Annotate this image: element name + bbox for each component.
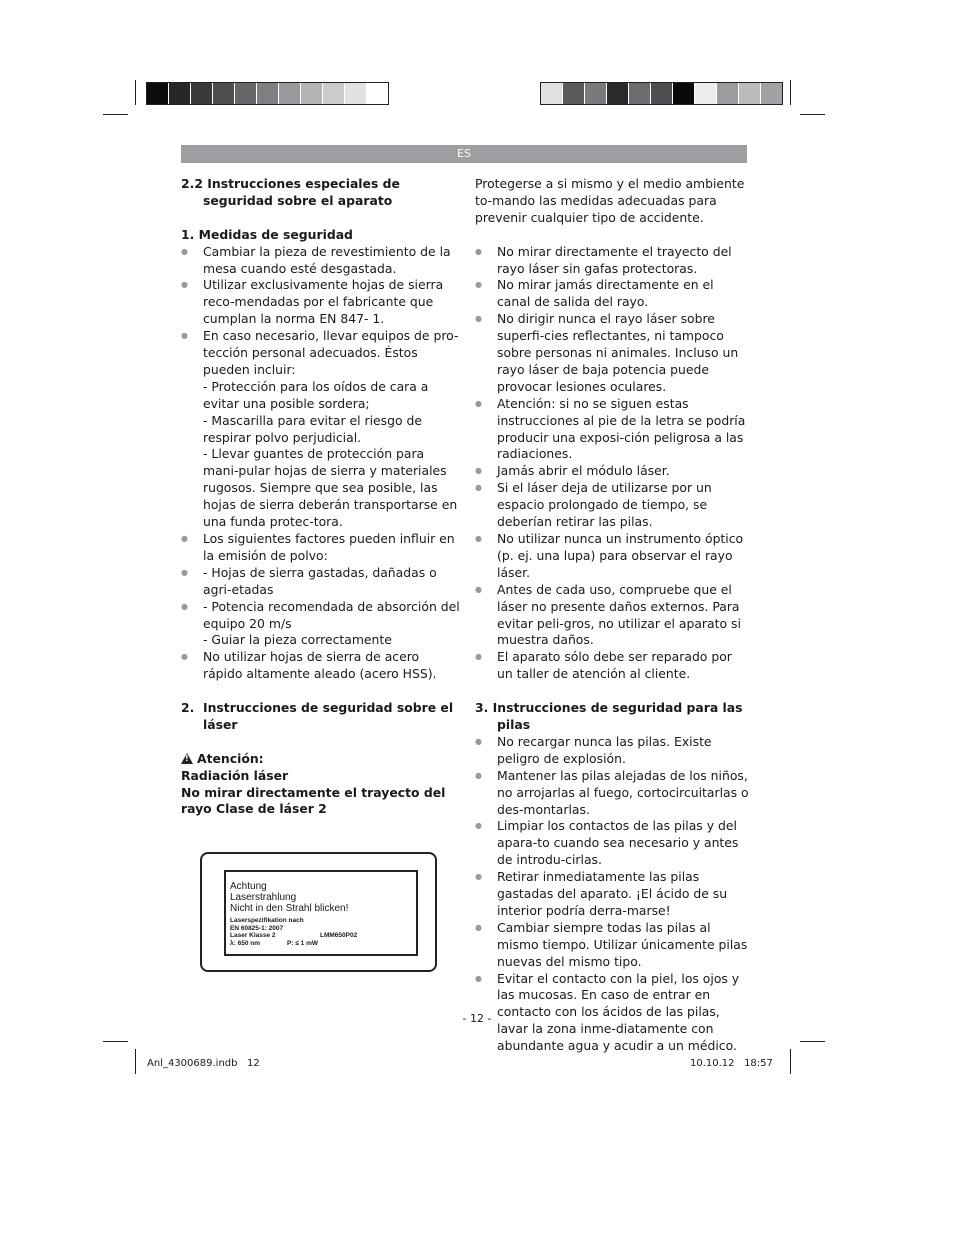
- list-item: ● Cambiar la pieza de revestimiento de la mesa cuando esté desgastada.: [181, 244, 461, 278]
- laser-warning-label: [200, 852, 437, 972]
- color-swatch: [191, 83, 213, 104]
- color-swatch: [279, 83, 301, 104]
- color-swatch: [323, 83, 345, 104]
- color-swatch: [345, 83, 367, 104]
- crop-mark: [103, 114, 128, 115]
- color-calibration-bar-left: [146, 82, 389, 105]
- color-swatch: [301, 83, 323, 104]
- color-swatch: [651, 83, 673, 104]
- list-item: ● No dirigir nunca el rayo láser sobre superfi-cies reflectantes, ni tampoco sobre personas ni animales. Incluso un rayo láser de baja potencia puede provocar lesiones oculares.: [475, 311, 749, 396]
- language-code: ES: [457, 147, 471, 160]
- color-swatch: [147, 83, 169, 104]
- left-column: [181, 176, 461, 818]
- label-spec: Laserspezifikation nach: [230, 917, 304, 924]
- color-swatch: [739, 83, 761, 104]
- measures-heading: 1. Medidas de seguridad: [181, 226, 353, 242]
- attention-line: Radiación láser: [181, 767, 289, 783]
- list-item: ● Si el láser deja de utilizarse por un espacio prolongado de tiempo, se deberían retirar las pilas.: [475, 480, 749, 531]
- attention-line: No mirar directamente el trayecto del rayo Clase de láser 2: [181, 784, 446, 817]
- color-swatch: [629, 83, 651, 104]
- crop-mark: [790, 80, 791, 105]
- list-item: ● Atención: si no se siguen estas instrucciones al pie de la letra se podría producir una exposi-ción peligrosa a las radiaciones.: [475, 396, 749, 464]
- color-swatch: [717, 83, 739, 104]
- color-swatch: [235, 83, 257, 104]
- label-line: Laserstrahlung: [230, 892, 297, 903]
- list-item: ● No utilizar nunca un instrumento óptico (p. ej. una lupa) para observar el rayo láser.: [475, 531, 749, 582]
- list-item: ● No mirar directamente el trayecto del rayo láser sin gafas protectoras.: [475, 244, 749, 278]
- color-swatch: [563, 83, 585, 104]
- crop-mark: [800, 1041, 825, 1042]
- list-subitem: - Protección para los oídos de cara a evitar una posible sordera;: [203, 378, 429, 411]
- color-swatch: [673, 83, 695, 104]
- battery-heading: 3. Instrucciones de seguridad para las pilas: [475, 700, 743, 732]
- label-spec: λ: 650 nm P: ≤ 1 mW: [230, 939, 319, 947]
- list-subitem: - Mascarilla para evitar el riesgo de respirar polvo perjudicial.: [203, 412, 422, 445]
- laser-heading: 2. Instrucciones de seguridad sobre el láser: [181, 700, 454, 732]
- color-calibration-bar-right: [540, 82, 783, 105]
- crop-mark: [135, 1049, 136, 1074]
- list-item: ● - Hojas de sierra gastadas, dañadas o agri-etadas: [181, 565, 461, 599]
- crop-mark: [135, 80, 136, 105]
- language-bar: [181, 145, 747, 163]
- list-item: ● Mantener las pilas alejadas de los niños, no arrojarlas al fuego, cortocircuitarlas o des-montarlas.: [475, 768, 749, 819]
- laser-warning-label-inner: [224, 870, 418, 956]
- label-spec: Laser Klasse 2 LMM650P02: [230, 932, 358, 940]
- crop-mark: [800, 114, 825, 115]
- list-item: ● Limpiar los contactos de las pilas y del apara-to cuando sea necesario y antes de introdu-cirlas.: [475, 818, 749, 869]
- list-item: ● Antes de cada uso, compruebe que el láser no presente daños externos. Para evitar peli-gros, no utilizar el aparato si muestra daños.: [475, 582, 749, 650]
- right-column: [475, 176, 749, 1055]
- list-item: ● Utilizar exclusivamente hojas de sierra reco-mendadas por el fabricante que cumplan la norma EN 847- 1.: [181, 277, 461, 328]
- section-title: 2.2 Instrucciones especiales de seguridad sobre el aparato: [181, 176, 400, 208]
- color-swatch: [213, 83, 235, 104]
- intro-paragraph: Protegerse a si mismo y el medio ambiente to-mando las medidas adecuadas para prevenir cualquier tipo de accidente.: [475, 176, 745, 225]
- timestamp: 10.10.12 18:57: [690, 1058, 773, 1069]
- list-item: ● Evitar el contacto con la piel, los ojos y las mucosas. En caso de entrar en contacto con los ácidos de las pilas, lavar la zona inme-diatamente con abundante agua y acudir a un médico.: [475, 971, 749, 1056]
- crop-mark: [103, 1041, 128, 1042]
- attention-label: !Atención:: [181, 751, 461, 768]
- color-swatch: [761, 83, 782, 104]
- list-item: ● En caso necesario, llevar equipos de pro-tección personal adecuados. Éstos pueden incluir:: [181, 328, 461, 379]
- list-item: ● No utilizar hojas de sierra de acero rápido altamente aleado (acero HSS).: [181, 649, 461, 683]
- list-item: ● Los siguientes factores pueden influir en la emisión de polvo:: [181, 531, 461, 565]
- list-subitem: - Llevar guantes de protección para mani-pular hojas de sierra y materiales rugosos. Siempre que sea posible, las hojas de sierra deberán transportarse en una funda protec-tora.: [203, 446, 458, 530]
- list-item: ● Cambiar siempre todas las pilas al mismo tiempo. Utilizar únicamente pilas nuevas del mismo tipo.: [475, 920, 749, 971]
- file-name: Anl_4300689.indb 12: [147, 1058, 260, 1069]
- color-swatch: [257, 83, 279, 104]
- list-item: ● No mirar jamás directamente en el canal de salida del rayo.: [475, 277, 749, 311]
- label-line: Achtung: [230, 881, 267, 892]
- list-item: ● No recargar nunca las pilas. Existe peligro de explosión.: [475, 734, 749, 768]
- color-swatch: [695, 83, 717, 104]
- color-swatch: [541, 83, 563, 104]
- list-item: ● Jamás abrir el módulo láser.: [475, 463, 749, 480]
- list-item: ● El aparato sólo debe ser reparado por un taller de atención al cliente.: [475, 649, 749, 683]
- color-swatch: [607, 83, 629, 104]
- list-item: ● Retirar inmediatamente las pilas gastadas del aparato. ¡El ácido de su interior podría derra-marse!: [475, 869, 749, 920]
- warning-triangle-icon: [181, 753, 193, 764]
- list-item: ● - Potencia recomendada de absorción del equipo 20 m/s - Guiar la pieza correctamente: [181, 599, 461, 650]
- crop-mark: [790, 1049, 791, 1074]
- color-swatch: [585, 83, 607, 104]
- label-line: Nicht in den Strahl blicken!: [230, 903, 349, 914]
- page-number: - 12 -: [462, 1012, 492, 1025]
- label-spec: EN 60825-1: 2007: [230, 924, 284, 932]
- color-swatch: [367, 83, 388, 104]
- color-swatch: [169, 83, 191, 104]
